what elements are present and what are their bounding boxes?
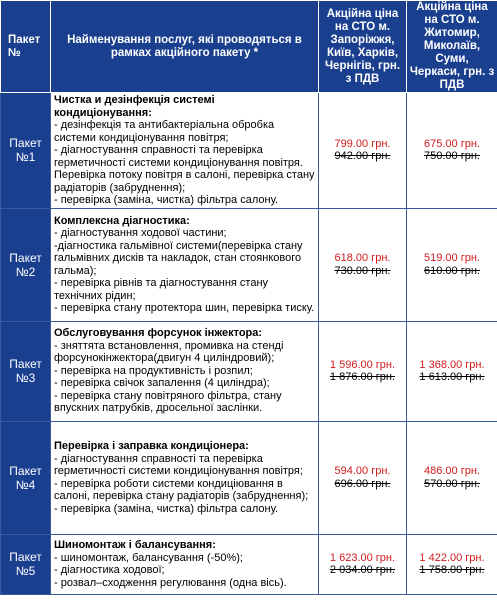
old-price: 750.00 грн. — [424, 150, 480, 163]
service-line: - діагностування справності та перевірка герметичності системи кондиціонування повітря. Перевірка потоку повітря в салоні, перевірка стану радіаторів (забруднення); — [54, 144, 315, 194]
header-price-group-1: Акційна ціна на СТО м. Запоріжжя, Київ, Харків, Чернігів, грн. з ПДВ — [319, 1, 407, 93]
old-price: 2 034.00 грн. — [329, 564, 396, 576]
service-title: Обслуговування форсунок інжектора: — [54, 327, 263, 340]
promo-price: 1 368.00 грн. — [419, 358, 485, 371]
price-cell-group-2 — [407, 534, 497, 594]
service-description — [51, 93, 319, 209]
price-cell-group-2 — [407, 421, 497, 534]
header-package: Пакет № — [1, 1, 51, 93]
promo-price: 486.00 грн. — [424, 465, 480, 477]
package-number: Пакет №1 — [1, 93, 51, 209]
service-title: Перевірка і заправка кондиціонера: — [54, 440, 249, 452]
header-price-group-2: Акційна ціна на СТО м. Житомир, Миколаїв, Суми, Черкаси, грн. з ПДВ — [407, 1, 497, 93]
service-description — [51, 321, 319, 421]
service-title: Шиномонтаж і балансування: — [54, 539, 216, 551]
package-number: Пакет №5 — [1, 534, 51, 594]
table-row — [1, 321, 497, 421]
table-row — [1, 534, 497, 594]
service-line: - перевірка (заміна, чистка) фільтра салону. — [54, 502, 279, 515]
service-title: Комплексна діагностика: — [54, 214, 190, 227]
price-cell-group-2 — [407, 208, 497, 321]
price-cell-group-1 — [319, 321, 407, 421]
promo-price: 594.00 грн. — [334, 465, 391, 477]
package-number: Пакет №2 — [1, 208, 51, 321]
old-price: 696.00 грн. — [334, 477, 391, 490]
table-header-row — [1, 1, 497, 93]
price-cell-group-1 — [319, 93, 407, 209]
promo-price: 799.00 грн. — [334, 137, 391, 150]
old-price: 1 876.00 грн. — [329, 371, 396, 383]
service-description — [51, 208, 319, 321]
promo-price: 1 422.00 грн. — [419, 551, 485, 564]
price-cell-group-1 — [319, 421, 407, 534]
service-description — [51, 421, 319, 534]
table-row — [1, 421, 497, 534]
service-line: - діагностика ходової; — [54, 564, 165, 576]
service-line: - шиномонтаж, балансування (-50%); — [54, 551, 243, 564]
price-cell-group-1 — [319, 208, 407, 321]
service-line: -діагностика гальмівної системи(перевірка стану гальмівних дисків та накладок, стан стоянкового гальма); — [54, 239, 303, 277]
service-line: - розвал–сходження регулювання (одна вісь). — [54, 576, 287, 589]
price-cell-group-1 — [319, 534, 407, 594]
service-line: - зняттята встановлення, промивка на стенді форсунокінжектора(двигун 4 циліндровий); — [54, 339, 284, 365]
promo-price: 675.00 грн. — [424, 137, 480, 150]
old-price: 610.00 грн. — [424, 264, 480, 277]
package-number: Пакет №3 — [1, 321, 51, 421]
table-row — [1, 208, 497, 321]
service-line: - діагностування справності та перевірка герметичності системи кондиціонування повітря; — [54, 452, 303, 477]
old-price: 1 613.00 грн. — [419, 371, 485, 383]
package-number: Пакет №4 — [1, 421, 51, 534]
promo-price: 519.00 грн. — [424, 252, 480, 264]
service-line: - перевірка стану повітряного фільтра, стану впускних патрубків, дросельної заслінки. — [54, 389, 282, 415]
service-line: - діагностування ходової частини; — [54, 227, 227, 239]
service-description — [51, 534, 319, 594]
service-line: - перевірка роботи системи кондиціювання в салоні, перевірка стану радіаторів (забруднення); — [54, 477, 309, 502]
promo-price: 1 623.00 грн. — [329, 551, 396, 564]
price-cell-group-2 — [407, 93, 497, 209]
service-line: - дезінфекція та антибактеріальна обробка системи кондиціонування повітря; — [54, 119, 275, 144]
promo-price: 618.00 грн. — [334, 252, 391, 264]
price-cell-group-2 — [407, 321, 497, 421]
service-line: - перевірка (заміна, чистка) фільтра салону. — [54, 194, 279, 206]
old-price: 570.00 грн. — [424, 477, 480, 490]
old-price: 730.00 грн. — [334, 264, 391, 277]
service-line: - перевірка на продуктивність і розпил; — [54, 364, 253, 377]
service-line: - перевірка свічок запалення (4 циліндра); — [54, 377, 270, 390]
service-title: Чистка и дезінфекція системі кондиціонування: — [54, 94, 215, 119]
service-line: - перевірка рівнів та діагностування стану технічних рідин; — [54, 277, 269, 302]
table-row — [1, 93, 497, 209]
old-price: 942.00 грн. — [334, 150, 391, 163]
header-services: Найменування послуг, які проводяться в рамках акційного пакету * — [51, 1, 319, 93]
promo-price: 1 596.00 грн. — [329, 358, 396, 371]
service-line: - перевірка стану протектора шин, перевірка тиску. — [54, 302, 315, 314]
old-price: 1 758.00 грн. — [419, 564, 485, 576]
